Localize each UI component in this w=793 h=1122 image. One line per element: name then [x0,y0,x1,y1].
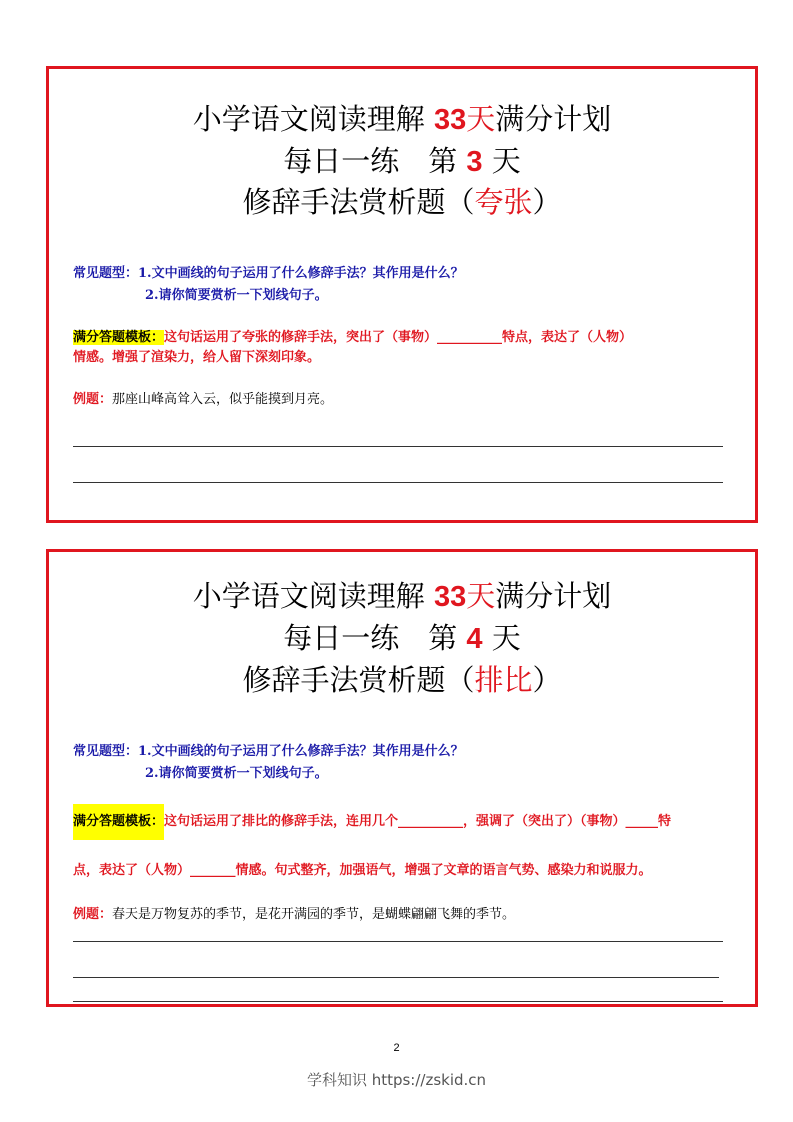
template-line-2: 点，表达了（人物）_______情感。句式整齐，加强语气，增强了文章的语言气势、感染力和说服力。 [73,863,652,878]
card-title [49,101,755,138]
card-topic [49,184,755,220]
page-number: 2 [393,1042,400,1054]
title-suffix: 满分计划 [495,579,612,613]
template-label: 满分答题模板： [73,804,164,840]
common-question-2: 2.请你简要赏析一下划线句子。 [145,766,328,781]
title-text: 小学语文阅读理解 [192,102,425,136]
practice-card-day4 [46,549,758,1007]
subtitle-text: 每日一练 第 [283,144,458,178]
card-topic [49,662,755,698]
example-text: 春天是万物复苏的季节，是花开满园的季节，是蝴蝶翩翩飞舞的季节。 [112,907,516,922]
common-label: 常见题型： [73,266,139,281]
common-question-types [73,265,464,283]
day-number: 3 [466,146,483,178]
card-subtitle [49,620,755,657]
common-question-2: 2.请你简要赏析一下划线句子。 [145,288,328,303]
answer-template [73,329,632,347]
title-day: 天 [466,579,496,613]
subtitle-suffix: 天 [491,144,521,178]
title-number: 33 [433,581,467,613]
answer-template [73,804,671,840]
example [73,391,333,409]
subtitle-text: 每日一练 第 [283,621,458,655]
example-label: 例题： [73,907,113,922]
example-label: 例题： [73,392,113,407]
day-number: 4 [466,623,483,655]
topic-text: 修辞手法赏析题（ [242,663,475,697]
answer-line-1 [73,446,723,447]
title-suffix: 满分计划 [495,102,612,136]
answer-line-2 [73,977,719,978]
title-number: 33 [433,104,467,136]
source-footer: 学科知识 https://zskid.cn [306,1071,487,1089]
title-day: 天 [466,102,496,136]
common-label: 常见题型： [73,744,139,759]
common-question-types [73,743,464,761]
topic-keyword: 夸张 [474,185,533,219]
topic-close: ） [532,185,562,219]
example-text: 那座山峰高耸入云，似乎能摸到月亮。 [112,392,334,407]
template-line-1: 这句话运用了夸张的修辞手法，突出了（事物）__________特点，表达了（人物） [164,330,633,345]
title-text: 小学语文阅读理解 [192,579,425,613]
common-question-1: 1.文中画线的句子运用了什么修辞手法？其作用是什么？ [138,744,464,759]
topic-text: 修辞手法赏析题（ [242,185,475,219]
subtitle-suffix: 天 [491,621,521,655]
example [73,906,515,924]
answer-line-3 [73,1001,723,1002]
answer-line-2 [73,482,723,483]
topic-keyword: 排比 [474,663,533,697]
topic-close: ） [532,663,562,697]
template-label: 满分答题模板： [73,330,165,345]
card-subtitle [49,143,755,180]
common-question-1: 1.文中画线的句子运用了什么修辞手法？其作用是什么？ [138,266,464,281]
card-title [49,578,755,615]
template-line-2: 情感。增强了渲染力，给人留下深刻印象。 [73,350,321,365]
practice-card-day3 [46,66,758,523]
template-line-1: 这句话运用了排比的修辞手法，连用几个__________，强调了（突出了）（事物）_____特 [164,814,672,829]
answer-line-1 [73,941,723,942]
